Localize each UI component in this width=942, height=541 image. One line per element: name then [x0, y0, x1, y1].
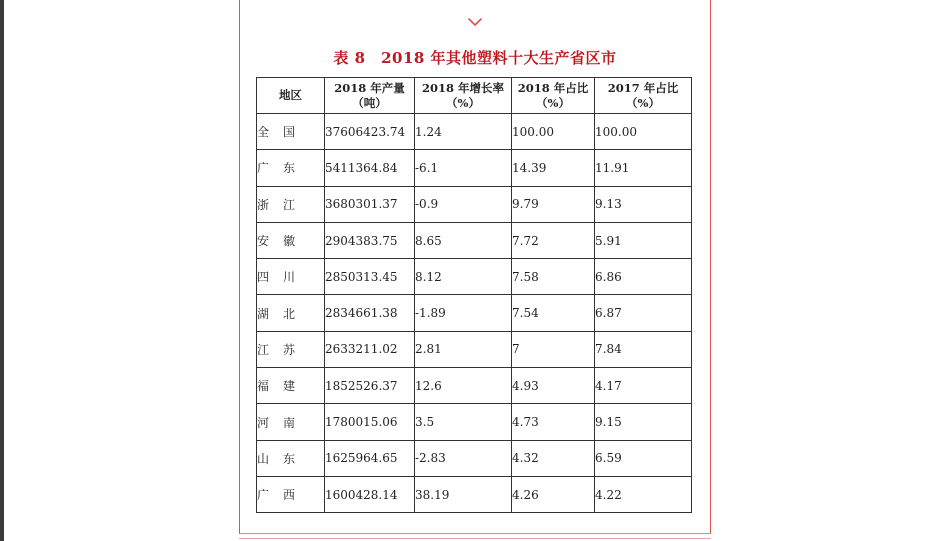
- table-row: [257, 114, 692, 150]
- table-row: [257, 404, 692, 440]
- production-cell: 2850313.45: [325, 259, 415, 295]
- production-cell: 5411364.84: [325, 150, 415, 186]
- share-2018-cell: 7.58: [512, 259, 595, 295]
- production-cell: 2904383.75: [325, 222, 415, 258]
- table-row: [257, 440, 692, 476]
- share-2017-cell: 11.91: [595, 150, 692, 186]
- growth-rate-cell: 38.19: [415, 476, 512, 512]
- region-cell: 山东: [257, 440, 325, 476]
- production-cell: 3680301.37: [325, 186, 415, 222]
- share-2018-cell: 100.00: [512, 114, 595, 150]
- share-2018-cell: 9.79: [512, 186, 595, 222]
- share-2018-cell: 7: [512, 331, 595, 367]
- production-cell: 1625964.65: [325, 440, 415, 476]
- growth-rate-cell: -2.83: [415, 440, 512, 476]
- header-region: 地区: [257, 78, 325, 114]
- share-2017-cell: 6.59: [595, 440, 692, 476]
- region-cell: 安徽: [257, 222, 325, 258]
- growth-rate-cell: -0.9: [415, 186, 512, 222]
- region-cell: 湖北: [257, 295, 325, 331]
- region-cell: 广东: [257, 150, 325, 186]
- chevron-down-icon[interactable]: [466, 16, 484, 28]
- table-row: [257, 150, 692, 186]
- growth-rate-cell: 3.5: [415, 404, 512, 440]
- table-row: [257, 186, 692, 222]
- production-cell: 1780015.06: [325, 404, 415, 440]
- window-left-edge: [0, 0, 4, 541]
- share-2017-cell: 6.86: [595, 259, 692, 295]
- share-2018-cell: 4.32: [512, 440, 595, 476]
- growth-rate-cell: 8.65: [415, 222, 512, 258]
- table-title: 表 8 2018 年其他塑料十大生产省区市: [333, 49, 617, 67]
- share-2017-cell: 6.87: [595, 295, 692, 331]
- production-cell: 2834661.38: [325, 295, 415, 331]
- header-share-2018: 2018 年占比 （%）: [512, 78, 595, 114]
- share-2018-cell: 7.72: [512, 222, 595, 258]
- share-2018-cell: 4.73: [512, 404, 595, 440]
- table-row: [257, 368, 692, 404]
- share-2018-cell: 14.39: [512, 150, 595, 186]
- share-2017-cell: 4.17: [595, 368, 692, 404]
- share-2017-cell: 4.22: [595, 476, 692, 512]
- share-2017-cell: 9.15: [595, 404, 692, 440]
- share-2018-cell: 7.54: [512, 295, 595, 331]
- production-cell: 2633211.02: [325, 331, 415, 367]
- table-row: [257, 222, 692, 258]
- table-row: [257, 476, 692, 512]
- share-2018-cell: 4.93: [512, 368, 595, 404]
- growth-rate-cell: -1.89: [415, 295, 512, 331]
- region-cell: 四川: [257, 259, 325, 295]
- share-2017-cell: 9.13: [595, 186, 692, 222]
- growth-rate-cell: 1.24: [415, 114, 512, 150]
- region-cell: 浙江: [257, 186, 325, 222]
- production-table: [256, 77, 692, 513]
- share-2017-cell: 100.00: [595, 114, 692, 150]
- production-cell: 37606423.74: [325, 114, 415, 150]
- growth-rate-cell: 8.12: [415, 259, 512, 295]
- growth-rate-cell: -6.1: [415, 150, 512, 186]
- header-production: 2018 年产量 （吨）: [325, 78, 415, 114]
- region-cell: 福建: [257, 368, 325, 404]
- share-2017-cell: 7.84: [595, 331, 692, 367]
- region-cell: 广西: [257, 476, 325, 512]
- table-row: [257, 295, 692, 331]
- region-cell: 河南: [257, 404, 325, 440]
- production-cell: 1852526.37: [325, 368, 415, 404]
- growth-rate-cell: 2.81: [415, 331, 512, 367]
- growth-rate-cell: 12.6: [415, 368, 512, 404]
- region-cell: 全国: [257, 114, 325, 150]
- share-2017-cell: 5.91: [595, 222, 692, 258]
- header-growth: 2018 年增长率 （%）: [415, 78, 512, 114]
- table-header-row: [257, 78, 692, 114]
- table-row: [257, 259, 692, 295]
- region-cell: 江苏: [257, 331, 325, 367]
- table-row: [257, 331, 692, 367]
- production-cell: 1600428.14: [325, 476, 415, 512]
- share-2018-cell: 4.26: [512, 476, 595, 512]
- card-bottom-divider: [239, 538, 711, 539]
- header-share-2017: 2017 年占比 （%）: [595, 78, 692, 114]
